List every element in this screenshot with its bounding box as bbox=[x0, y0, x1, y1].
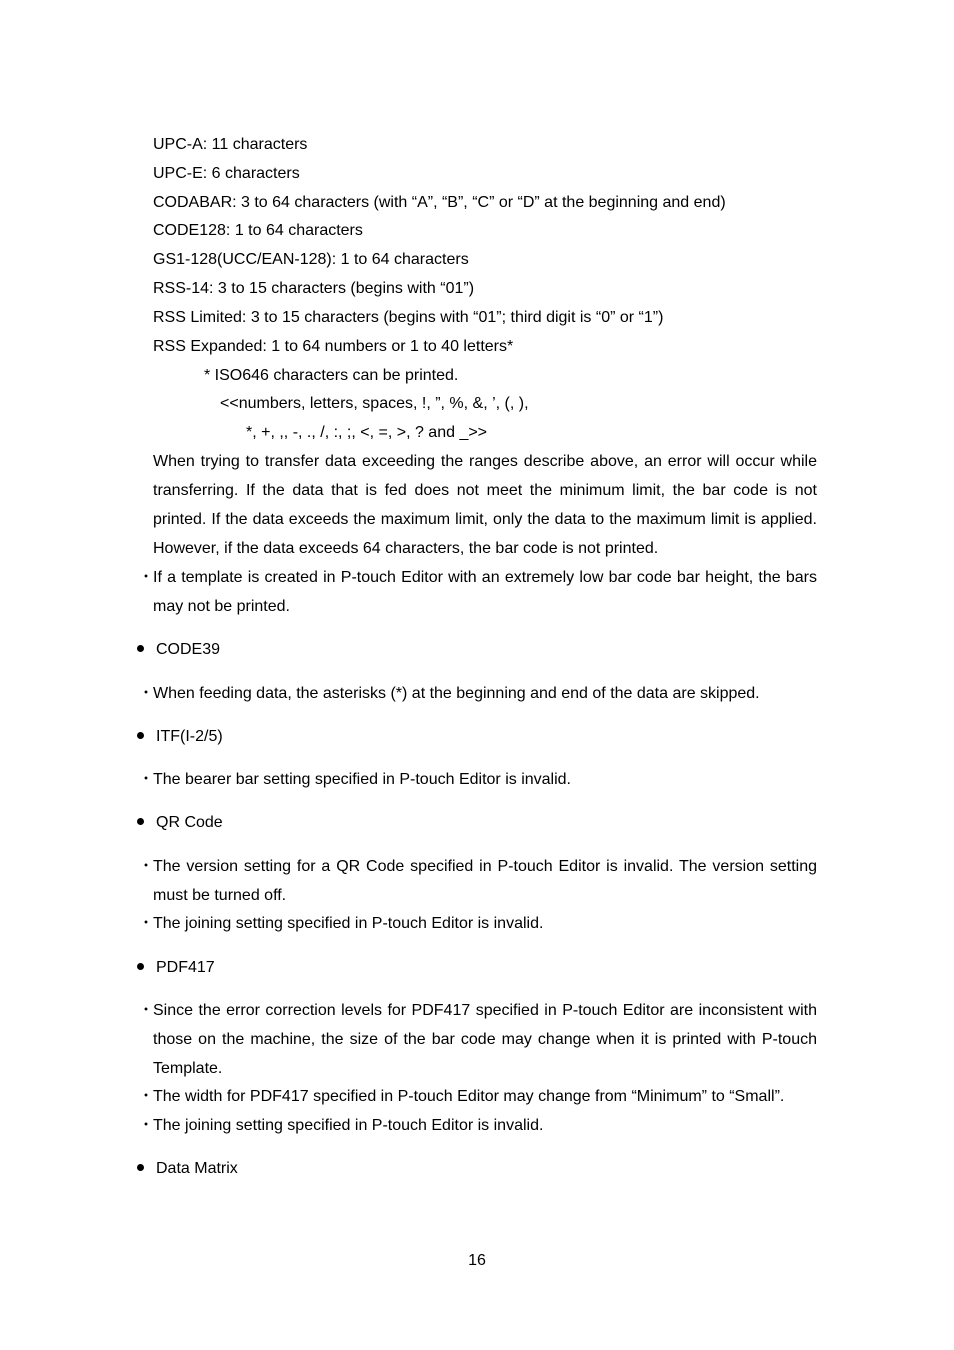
qr-item-joining bbox=[138, 909, 818, 938]
item-marker: ・ bbox=[138, 1117, 155, 1134]
pdf417-item-width bbox=[138, 1082, 818, 1111]
pdf417-item-joining bbox=[138, 1111, 818, 1140]
limit-rss-limited: RSS Limited: 3 to 15 characters (begins with “01”; third digit is “0” or “1”) bbox=[153, 309, 664, 326]
pdf417-item-error-correction-text: Since the error correction levels for PDF417 specified in P-touch Editor are inconsistent with those on the machine, the size of the bar code may change when it is printed with P-touch Template. bbox=[153, 1002, 817, 1077]
qr-item-version-text: The version setting for a QR Code specified in P-touch Editor is invalid. The version setting must be turned off. bbox=[153, 858, 817, 904]
item-marker: ・ bbox=[138, 915, 155, 932]
item-marker: ・ bbox=[138, 1088, 155, 1105]
item-marker: ・ bbox=[138, 771, 155, 788]
section-heading-qr bbox=[137, 808, 223, 837]
bullet-disc-icon bbox=[137, 818, 144, 825]
code39-item-text: When feeding data, the asterisks (*) at the beginning and end of the data are skipped. bbox=[153, 685, 760, 702]
section-heading-pdf417 bbox=[137, 953, 215, 982]
section-heading-datamatrix bbox=[137, 1154, 238, 1183]
iso-note-line-3: *, +, ,, -, ., /, :, ;, <, =, >, ? and _>> bbox=[246, 424, 488, 441]
limit-upc-a: UPC-A: 11 characters bbox=[153, 136, 308, 153]
bar-height-note bbox=[138, 563, 818, 621]
bullet-disc-icon bbox=[137, 732, 144, 739]
pdf417-item-error-correction bbox=[138, 996, 818, 1083]
bullet-disc-icon bbox=[137, 963, 144, 970]
item-marker: ・ bbox=[138, 1002, 155, 1019]
item-marker: ・ bbox=[138, 858, 155, 875]
limit-rss-14: RSS-14: 3 to 15 characters (begins with “01”) bbox=[153, 280, 475, 297]
iso-note-line-2: <<numbers, letters, spaces, !, ”, %, &, ’, (, ), bbox=[220, 395, 529, 412]
limit-rss-expanded: RSS Expanded: 1 to 64 numbers or 1 to 40 letters* bbox=[153, 338, 514, 355]
limit-gs1-128: GS1-128(UCC/EAN-128): 1 to 64 characters bbox=[153, 251, 469, 268]
bar-height-note-text: If a template is created in P-touch Editor with an extremely low bar code bar height, the bars may not be printed. bbox=[153, 569, 817, 615]
section-heading-text: PDF417 bbox=[156, 959, 215, 976]
qr-item-joining-text: The joining setting specified in P-touch Editor is invalid. bbox=[153, 915, 544, 932]
itf-item bbox=[138, 765, 818, 794]
qr-item-version bbox=[138, 852, 818, 910]
bullet-disc-icon bbox=[137, 645, 144, 652]
section-heading-text: Data Matrix bbox=[156, 1160, 238, 1177]
section-heading-code39 bbox=[137, 635, 220, 664]
section-heading-text: QR Code bbox=[156, 814, 223, 831]
code39-item bbox=[138, 679, 818, 708]
bullet-disc-icon bbox=[137, 1164, 144, 1171]
transfer-note-paragraph: When trying to transfer data exceeding the ranges describe above, an error will occur while transferring. If the data that is fed does not meet the minimum limit, the bar code is not printed. If the data exceeds the maximum limit, only the data to the maximum limit is applied. However, if the data exceeds 64 characters, the bar code is not printed. bbox=[153, 453, 817, 557]
pdf417-item-width-text: The width for PDF417 specified in P-touch Editor may change from “Minimum” to “Small”. bbox=[153, 1088, 785, 1105]
section-heading-itf bbox=[137, 722, 223, 751]
page-number: 16 bbox=[468, 1252, 486, 1269]
item-marker: ・ bbox=[138, 685, 155, 702]
pdf417-item-joining-text: The joining setting specified in P-touch Editor is invalid. bbox=[153, 1117, 544, 1134]
section-heading-text: ITF(I-2/5) bbox=[156, 728, 223, 745]
iso-note-line-1: * ISO646 characters can be printed. bbox=[204, 367, 459, 384]
section-heading-text: CODE39 bbox=[156, 641, 221, 658]
item-marker: ・ bbox=[138, 569, 155, 586]
limit-upc-e: UPC-E: 6 characters bbox=[153, 165, 300, 182]
limit-code128: CODE128: 1 to 64 characters bbox=[153, 222, 363, 239]
itf-item-text: The bearer bar setting specified in P-touch Editor is invalid. bbox=[153, 771, 571, 788]
limit-codabar: CODABAR: 3 to 64 characters (with “A”, “B”, “C” or “D” at the beginning and end) bbox=[153, 194, 726, 211]
